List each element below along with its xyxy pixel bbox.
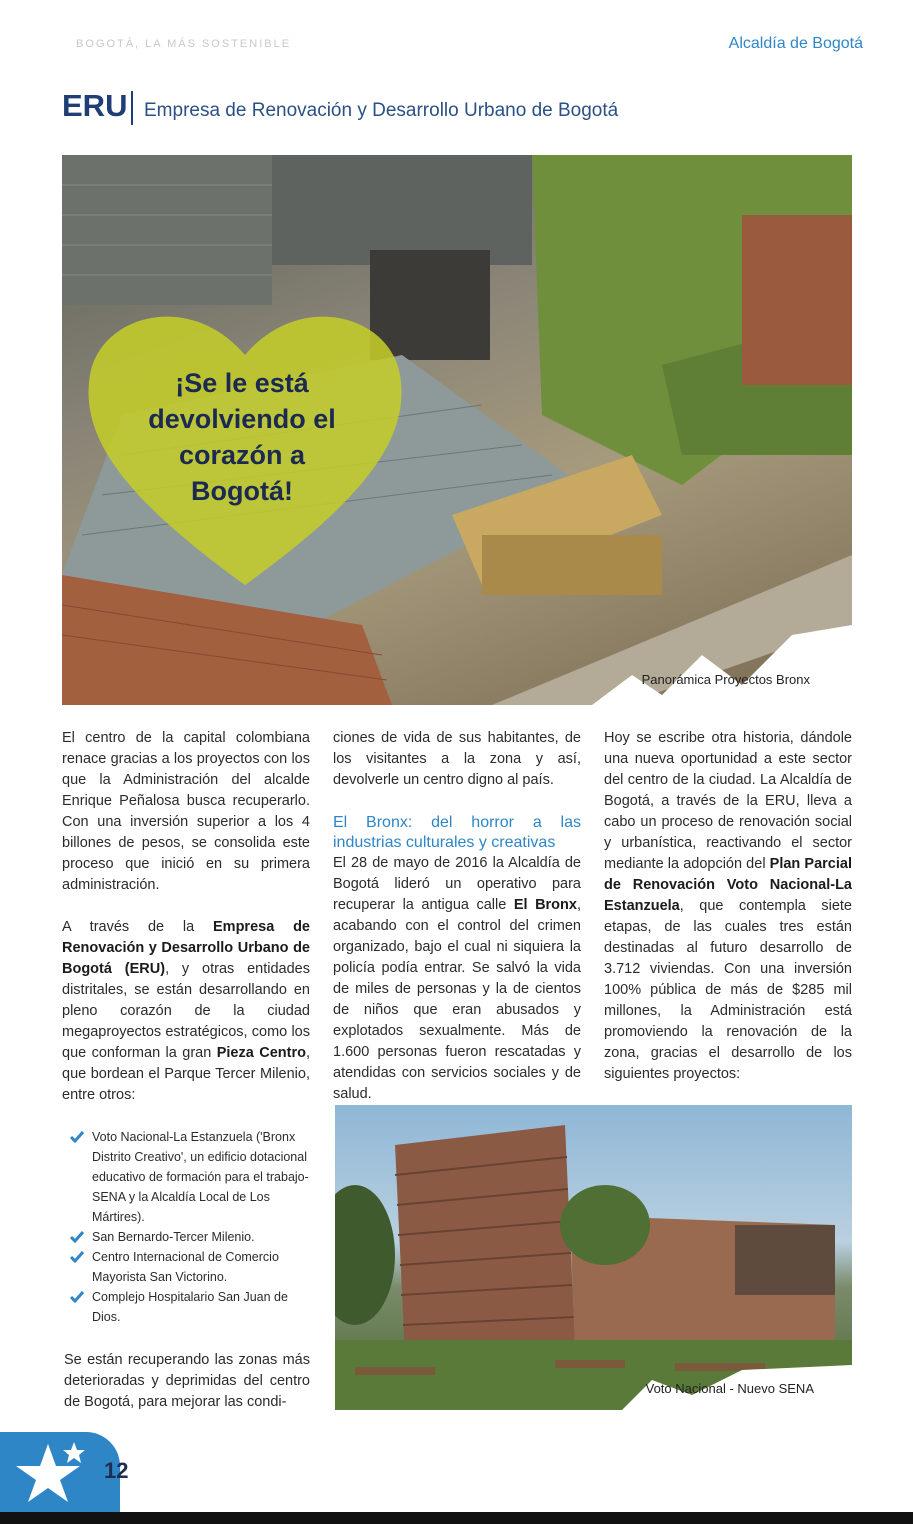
section-acronym: ERU	[62, 88, 128, 123]
paragraph	[604, 728, 852, 1085]
list-item	[70, 1287, 310, 1327]
section-title: Empresa de Renovación y Desarrollo Urbano de Bogotá	[144, 100, 619, 121]
page-tab	[0, 1432, 120, 1512]
column-1-continued	[64, 1350, 310, 1413]
paragraph	[62, 917, 310, 1106]
bold-text: El Bronx	[513, 897, 577, 913]
bottom-edge	[0, 1512, 913, 1524]
photo-caption: Voto Nacional - Nuevo SENA	[645, 1381, 814, 1396]
paragraph: El centro de la capital colombiana renace gracias a los proyectos con los que la Administración del alcalde Enrique Peñalosa busca recuperarlo. Con una inversión superior a los 4 billones de pesos, se consolida este proceso que inició en su primera administración.	[62, 730, 310, 893]
paragraph	[333, 853, 581, 1105]
subheading: El Bronx: del horror a las industrias culturales y creativas	[333, 814, 581, 851]
column-1	[62, 728, 310, 1106]
text-run: El 28 de mayo de 2016 la Alcaldía de Bogotá lideró un operativo para recuperar la antigua calle	[333, 855, 581, 913]
paragraph: ciones de vida de sus habitantes, de los visitantes a la zona y así, devolverle un centro digno al país.	[333, 730, 581, 788]
text-run: Hoy se escribe otra historia, dándole una nueva oportunidad a este sector del centro de la ciudad. La Alcaldía de Bogotá, a través de la ERU, lleva a cabo un proceso de renovación social y urbanística, reactivando el sector mediante la adopción del	[604, 730, 852, 872]
text-run: , y otras entidades distritales, se están desarrollando en pleno corazón de la ciudad megaproyectos estratégicos, como los que conforman la gran	[62, 961, 310, 1061]
list-item	[70, 1247, 310, 1287]
column-3	[604, 728, 852, 1085]
hero-caption: Panorámica Proyectos Bronx	[641, 672, 810, 687]
text-run: A través de la	[62, 919, 213, 935]
checkmark-icon	[70, 1231, 84, 1243]
list-item-text: Centro Internacional de Comercio Mayorista San Victorino.	[92, 1250, 279, 1284]
text-run: , que contempla siete etapas, de las cuales tres están destinadas al futuro desarrollo de 3.712 viviendas. Con una inversión 100% pública de más de $285 mil millones, la Administración está promoviendo la renovación de la zona, gracias el desarrollo de los siguientes proyectos:	[604, 898, 852, 1082]
checkmark-icon	[70, 1251, 84, 1263]
list-item-text: Complejo Hospitalario San Juan de Dios.	[92, 1290, 288, 1324]
title-divider	[131, 91, 133, 125]
brand-name: Alcaldía de Bogotá	[728, 35, 863, 52]
list-item	[70, 1127, 310, 1227]
list-item-text: San Bernardo-Tercer Milenio.	[92, 1230, 255, 1244]
project-list	[70, 1127, 310, 1327]
hero-image-bronx	[62, 155, 852, 705]
column-2	[333, 728, 581, 1105]
photo-voto-nacional	[335, 1105, 852, 1410]
list-item	[70, 1227, 310, 1247]
bold-text: Pieza Centro	[216, 1045, 306, 1061]
paragraph: Se están recuperando las zonas más deterioradas y deprimidas del centro de Bogotá, para mejorar las condi-	[64, 1352, 310, 1410]
text-run: , acabando con el control del crimen organizado, bajo el cual ni siquiera la policía podía entrar. Se salvó la vida de miles de personas y la de cientos de niños que eran abusados y explotados sexualmente. Más de 1.600 personas fueron rescatadas y atendidas con servicios sociales y de salud.	[333, 897, 581, 1102]
page-number: 12	[104, 1458, 129, 1483]
bold-text: Plan Parcial de Renovación Voto Nacional-La Estanzuela	[604, 856, 852, 914]
text-run: , que bordean el Parque Tercer Milenio, entre otros:	[62, 1045, 310, 1103]
checkmark-icon	[70, 1291, 84, 1303]
bold-text: Empresa de Renovación y Desarrollo Urbano de Bogotá (ERU)	[62, 919, 310, 977]
running-title: BOGOTÁ, LA MÁS SOSTENIBLE	[76, 38, 292, 50]
list-item-text: Voto Nacional-La Estanzuela ('Bronx Distrito Creativo', un edificio dotacional educativo de formación para el trabajo-SENA y la Alcaldía Local de Los Mártires).	[92, 1130, 309, 1224]
caption-background	[592, 625, 852, 705]
checkmark-icon	[70, 1131, 84, 1143]
star-icon	[12, 1438, 92, 1508]
heart-slogan: ¡Se le está devolviendo el corazón a Bogotá!	[148, 368, 336, 506]
